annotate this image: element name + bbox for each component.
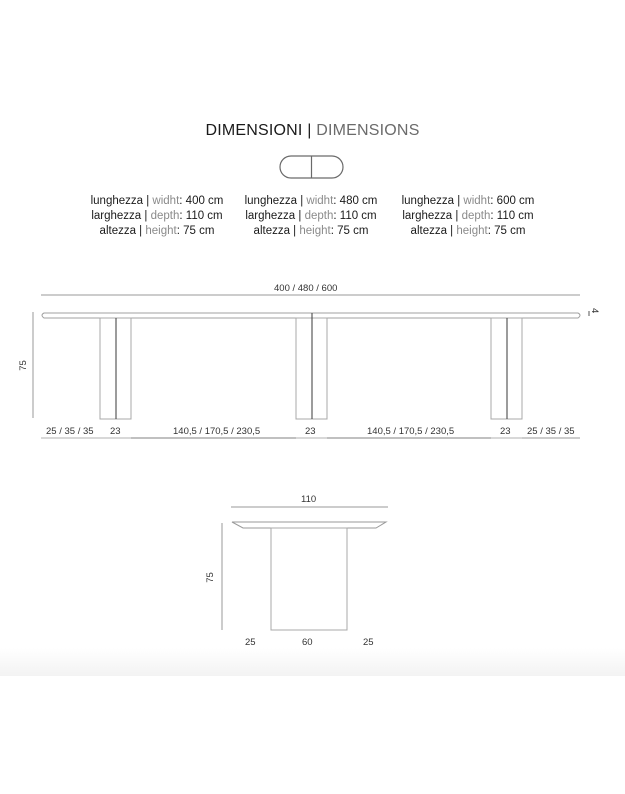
front-height-label: 75 <box>17 360 29 371</box>
spec-height: altezza | height: 75 cm <box>410 225 526 237</box>
top-thickness-label: 4 <box>589 308 600 314</box>
leg-left <box>100 318 131 419</box>
spec-height: altezza | height: 75 cm <box>253 225 369 237</box>
spec-length: lunghezza | widht: 400 cm <box>90 195 224 207</box>
title-separator: | <box>302 122 317 139</box>
spec-depth: larghezza | depth: 110 cm <box>402 210 534 222</box>
overall-length-label: 400 / 480 / 600 <box>274 283 338 294</box>
title-italian: DIMENSIONI <box>205 122 303 139</box>
spec-length: lunghezza | widht: 480 cm <box>244 195 378 207</box>
span-right-label: 140,5 / 170,5 / 230,5 <box>367 426 455 437</box>
leg-depth-label: 60 <box>302 637 313 648</box>
end-overhang-right-label: 25 / 35 / 35 <box>527 426 575 437</box>
end-overhang-left-label: 25 / 35 / 35 <box>46 426 94 437</box>
spec-depth: larghezza | depth: 110 cm <box>91 210 223 222</box>
leg-width-left-label: 23 <box>110 426 121 437</box>
bottom-shade <box>0 648 625 676</box>
side-height-label: 75 <box>204 572 216 583</box>
leg-right <box>491 318 522 419</box>
side-overhang-right-label: 25 <box>363 637 374 648</box>
depth-label: 110 <box>301 494 317 505</box>
spec-depth: larghezza | depth: 110 cm <box>245 210 377 222</box>
title-english: DIMENSIONS <box>316 122 420 139</box>
spec-length: lunghezza | widht: 600 cm <box>401 195 535 207</box>
spec-height: altezza | height: 75 cm <box>99 225 215 237</box>
side-overhang-left-label: 25 <box>245 637 256 648</box>
span-left-label: 140,5 / 170,5 / 230,5 <box>173 426 261 437</box>
leg-width-center-label: 23 <box>305 426 316 437</box>
leg-width-right-label: 23 <box>500 426 511 437</box>
leg-center <box>296 313 327 419</box>
